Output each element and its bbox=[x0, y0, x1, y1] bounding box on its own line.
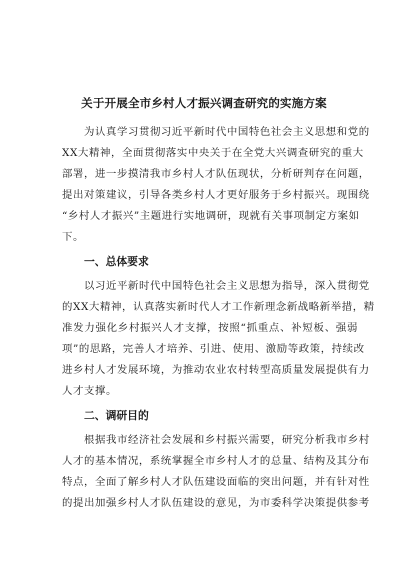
intro-line-3: 部署，进一步摸清我市乡村人才队伍现状，分析研判存在问题， bbox=[62, 168, 370, 180]
intro-line-4: 提出对策建议，引导各类乡村人才更好服务于乡村振兴。现围绕 bbox=[62, 189, 370, 201]
section-heading-research-purpose: 二、调研目的 bbox=[84, 409, 149, 422]
section2-line-2: 人才的基本情况，系统掌握全市乡村人才的总量、结构及其分布 bbox=[62, 455, 370, 467]
section1-line-4: 项”的思路，完善人才培养、引进、使用、激励等政策，持续改 bbox=[62, 343, 365, 355]
section1-line-2: 的XX大精神，认真落实新时代人才工作新理念新战略新举措，精 bbox=[62, 301, 375, 313]
section-heading-general-requirements: 一、总体要求 bbox=[84, 255, 149, 268]
section1-line-6: 人才支撑。 bbox=[62, 385, 117, 397]
section1-line-3: 准发力强化乡村振兴人才支撑，按照“抓重点、补短板、强弱 bbox=[62, 322, 358, 334]
document-title: 关于开展全市乡村人才振兴调查研究的实施方案 bbox=[81, 96, 327, 110]
section2-line-1: 根据我市经济社会发展和乡村振兴需要，研究分析我市乡村 bbox=[84, 434, 370, 446]
intro-line-2: XX大精神，全面贯彻落实中央关于在全党大兴调查研究的重大 bbox=[62, 147, 364, 159]
section1-line-1: 以习近平新时代中国特色社会主义思想为指导，深入贯彻党 bbox=[84, 280, 370, 292]
section2-line-4: 的提出加强乡村人才队伍建设的意见，为市委科学决策提供参考 bbox=[62, 497, 370, 509]
section2-line-3: 特点，全面了解乡村人才队伍建设面临的突出问题，并有针对性 bbox=[62, 476, 370, 488]
intro-line-5: “乡村人才振兴”主题进行实地调研，现就有关事项制定方案如 bbox=[62, 210, 360, 222]
intro-line-6: 下。 bbox=[62, 231, 84, 243]
intro-line-1: 为认真学习贯彻习近平新时代中国特色社会主义思想和党的 bbox=[84, 126, 370, 138]
section1-line-5: 进乡村人才发展环境，为推动农业农村转型高质量发展提供有力 bbox=[62, 364, 370, 376]
